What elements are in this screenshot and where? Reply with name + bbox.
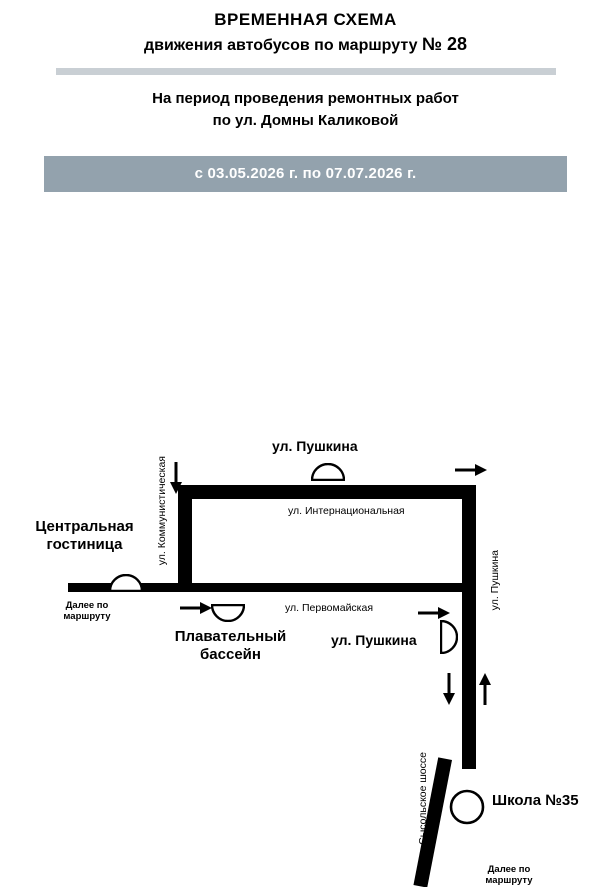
label-pervomayskaya: ул. Первомайская <box>285 602 373 614</box>
label-pushkina-middle: ул. Пушкина <box>331 632 417 649</box>
label-kommunisticheskaya: ул. Коммунистическая <box>156 456 168 565</box>
stop-central-hotel-line1: Центральная <box>22 518 147 536</box>
road-kommunisticheskaya-vertical <box>178 485 192 590</box>
route-map <box>0 200 611 720</box>
stop-pool-line1: Плавательный <box>158 628 303 646</box>
note-further-left-line1: Далее по <box>48 600 126 612</box>
label-internacionalnaya: ул. Интернациональная <box>288 505 405 517</box>
route-description: движения автобусов по маршруту <box>144 37 418 54</box>
road-pushkina-right-vertical <box>462 485 476 769</box>
stop-label-pool <box>158 628 303 664</box>
page-header <box>0 0 611 55</box>
stop-pool-line2: бассейн <box>158 646 303 664</box>
page-subtitle-route <box>0 34 611 55</box>
stop-label-school: Школа №35 <box>492 792 579 810</box>
note-further-bottom-line2: маршруту <box>470 875 548 887</box>
stop-central-hotel-line2: гостиница <box>22 536 147 554</box>
direction-arrow-down-kommunisticheskaya <box>168 462 184 494</box>
direction-arrow-right-pushkina-top <box>455 462 487 478</box>
label-pushkina-top: ул. Пушкина <box>272 438 358 455</box>
direction-arrow-down-pushkina-right <box>441 673 457 705</box>
route-number: № 28 <box>422 34 467 54</box>
note-further-bottom <box>470 864 548 887</box>
works-period-note <box>0 88 611 132</box>
direction-arrow-up-pushkina-right <box>477 673 493 705</box>
bus-stop-marker-school <box>449 789 485 825</box>
note-further-bottom-line1: Далее по <box>470 864 548 876</box>
date-range-banner: с 03.05.2026 г. по 07.07.2026 г. <box>44 156 567 192</box>
direction-arrow-right-pushkina-middle <box>418 605 450 621</box>
bus-stop-marker-central-hotel <box>109 574 143 592</box>
note-further-left-line2: маршруту <box>48 611 126 623</box>
label-sysolskoe-shosse: Сысольское шоссе <box>417 752 429 845</box>
bus-stop-marker-pushkina-top <box>311 463 345 481</box>
direction-arrow-right-pervomayskaya <box>180 600 212 616</box>
bus-stop-marker-pool <box>211 604 245 622</box>
bus-stop-marker-pushkina-middle <box>440 620 458 654</box>
note-further-left <box>48 600 126 624</box>
page-title: ВРЕМЕННАЯ СХЕМА <box>0 10 611 30</box>
label-pushkina-right: ул. Пушкина <box>489 550 501 610</box>
works-note-line2: по ул. Домны Каликовой <box>0 110 611 132</box>
works-note-line1: На период проведения ремонтных работ <box>0 88 611 110</box>
header-divider <box>56 68 556 75</box>
road-internacionalnaya-top <box>178 485 476 499</box>
stop-label-central-hotel <box>22 518 147 554</box>
